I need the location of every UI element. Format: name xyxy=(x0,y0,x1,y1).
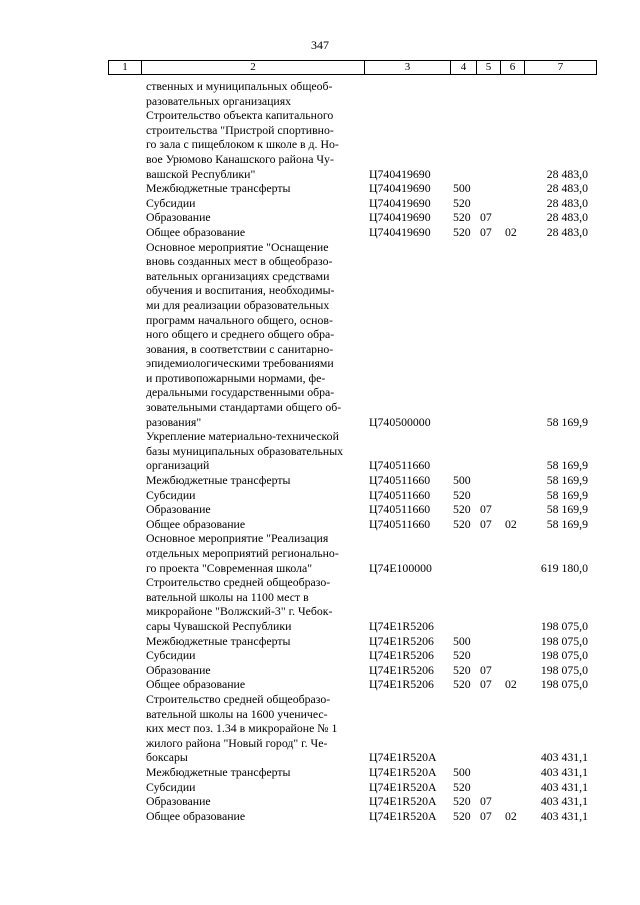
row-name-line: Межбюджетные трансферты xyxy=(146,473,291,488)
row-name-line: Образование xyxy=(146,662,211,677)
row-code: Ц740511660 xyxy=(369,458,431,473)
row-code: Ц74Е1R5206 xyxy=(369,662,434,677)
row-name xyxy=(146,196,361,211)
row-name-line: Строительство объекта капитального xyxy=(146,108,334,123)
row-name-line: Межбюджетные трансферты xyxy=(146,764,291,779)
row-name-line: Общее образование xyxy=(146,808,246,823)
table-row xyxy=(0,225,640,240)
row-code: Ц740511660 xyxy=(369,502,431,517)
row-vr: 500 xyxy=(453,764,471,779)
table-row xyxy=(0,108,640,181)
row-sum: 198 075,0 xyxy=(540,662,588,677)
row-sum: 58 169,9 xyxy=(546,502,588,517)
row-name xyxy=(146,780,361,795)
row-rz: 07 xyxy=(480,677,492,692)
row-sum: 58 169,9 xyxy=(546,473,588,488)
table-row xyxy=(0,531,640,575)
row-code: Ц740419690 xyxy=(369,210,431,225)
row-rz: 07 xyxy=(480,662,492,677)
row-name xyxy=(146,502,361,517)
header-col-2: 2 xyxy=(142,61,365,74)
row-name xyxy=(146,429,361,473)
table-row xyxy=(0,181,640,196)
row-name-line: Межбюджетные трансферты xyxy=(146,633,291,648)
row-sum: 28 483,0 xyxy=(546,210,588,225)
row-sum: 403 431,1 xyxy=(540,779,588,794)
row-name-line: организаций xyxy=(146,458,210,473)
table-row xyxy=(0,677,640,692)
table-body xyxy=(0,79,640,823)
row-name-line: го проекта "Современная школа" xyxy=(146,560,313,575)
row-rz: 07 xyxy=(480,516,492,531)
row-code: Ц74Е1R5206 xyxy=(369,677,434,692)
table-row xyxy=(0,210,640,225)
table-row xyxy=(0,648,640,663)
row-sum: 28 483,0 xyxy=(546,181,588,196)
row-name-line: микрорайоне "Волжский-3" г. Чебок- xyxy=(146,604,333,619)
row-name-line: деральными государственными обра- xyxy=(146,385,335,400)
row-sum: 403 431,1 xyxy=(540,808,588,823)
row-sum: 28 483,0 xyxy=(546,195,588,210)
row-name-line: жилого района "Новый город" г. Че- xyxy=(146,735,328,750)
header-col-4: 4 xyxy=(451,61,477,74)
row-name-line: обучения и воспитания, необходимы- xyxy=(146,283,335,298)
row-code: Ц740511660 xyxy=(369,487,431,502)
row-sum: 58 169,9 xyxy=(546,487,588,502)
row-name xyxy=(146,765,361,780)
row-name-line: Основное мероприятие "Реализация xyxy=(146,531,329,546)
row-vr: 520 xyxy=(453,224,471,239)
row-name-line: Межбюджетные трансферты xyxy=(146,181,291,196)
row-code: Ц74Е1R520А xyxy=(369,779,437,794)
table-row xyxy=(0,79,640,108)
row-vr: 520 xyxy=(453,779,471,794)
row-name xyxy=(146,794,361,809)
table-row xyxy=(0,488,640,503)
row-name xyxy=(146,240,361,430)
row-sum: 198 075,0 xyxy=(540,618,588,633)
row-name-line: вашской Республики" xyxy=(146,166,256,181)
row-name-line: Общее образование xyxy=(146,224,246,239)
row-rz: 07 xyxy=(480,224,492,239)
table-row xyxy=(0,663,640,678)
row-vr: 520 xyxy=(453,487,471,502)
row-name-line: вновь созданных мест в общеобразо- xyxy=(146,254,333,269)
row-name-line: Строительство средней общеобразо- xyxy=(146,575,331,590)
row-pr: 02 xyxy=(505,677,517,692)
row-vr: 520 xyxy=(453,210,471,225)
table-row xyxy=(0,517,640,532)
row-sum: 58 169,9 xyxy=(546,458,588,473)
row-name-line: вательной школы на 1100 мест в xyxy=(146,589,309,604)
row-name xyxy=(146,473,361,488)
row-name xyxy=(146,663,361,678)
header-col-5: 5 xyxy=(477,61,501,74)
row-sum: 403 431,1 xyxy=(540,764,588,779)
row-vr: 520 xyxy=(453,195,471,210)
table-row xyxy=(0,502,640,517)
table-row xyxy=(0,794,640,809)
table-row xyxy=(0,692,640,765)
row-name-line: Субсидии xyxy=(146,779,196,794)
row-name xyxy=(146,517,361,532)
row-code: Ц740419690 xyxy=(369,181,431,196)
row-name-line: Укрепление материально-технической xyxy=(146,429,339,444)
row-vr: 520 xyxy=(453,808,471,823)
table-row xyxy=(0,809,640,824)
header-col-7: 7 xyxy=(557,61,564,73)
row-vr: 500 xyxy=(453,181,471,196)
row-name-line: го зала с пищеблоком к школе в д. Но- xyxy=(146,137,339,152)
row-name-line: ких мест поз. 1.34 в микрорайоне № 1 xyxy=(146,721,338,736)
row-code: Ц74Е1R5206 xyxy=(369,618,434,633)
row-name xyxy=(146,181,361,196)
row-code: Ц740419690 xyxy=(369,195,431,210)
row-name-line: Общее образование xyxy=(146,677,246,692)
row-vr: 500 xyxy=(453,633,471,648)
row-sum: 28 483,0 xyxy=(546,166,588,181)
row-sum: 403 431,1 xyxy=(540,794,588,809)
row-code: Ц74Е1R5206 xyxy=(369,648,434,663)
row-code: Ц74Е100000 xyxy=(369,560,432,575)
row-name xyxy=(146,108,361,181)
row-pr: 02 xyxy=(505,808,517,823)
row-name-line: Строительство средней общеобразо- xyxy=(146,691,331,706)
row-code: Ц74Е1R5206 xyxy=(369,633,434,648)
row-code: Ц74Е1R520А xyxy=(369,750,437,765)
row-name-line: ственных и муниципальных общеоб- xyxy=(146,79,333,93)
row-name-line: базы муниципальных образовательных xyxy=(146,443,344,458)
row-vr: 520 xyxy=(453,662,471,677)
row-name-line: разования" xyxy=(146,414,202,429)
row-code: Ц740419690 xyxy=(369,166,431,181)
row-code: Ц740511660 xyxy=(369,516,431,531)
row-code: Ц740419690 xyxy=(369,224,431,239)
row-vr: 520 xyxy=(453,502,471,517)
row-name xyxy=(146,210,361,225)
row-name-line: зовательными стандартами общего об- xyxy=(146,400,342,415)
row-name-line: программ начального общего, основ- xyxy=(146,312,333,327)
table-header xyxy=(108,60,597,75)
table-row xyxy=(0,240,640,430)
row-name xyxy=(146,79,361,108)
row-pr: 02 xyxy=(505,224,517,239)
row-sum: 58 169,9 xyxy=(546,414,588,429)
row-code: Ц74Е1R520А xyxy=(369,794,437,809)
table-row xyxy=(0,575,640,633)
row-name-line: отдельных мероприятий регионально- xyxy=(146,546,339,560)
row-vr: 520 xyxy=(453,794,471,809)
row-sum: 28 483,0 xyxy=(546,224,588,239)
row-rz: 07 xyxy=(480,808,492,823)
row-name-line: Образование xyxy=(146,502,211,517)
table-row xyxy=(0,473,640,488)
row-name-line: ми для реализации образовательных xyxy=(146,297,330,312)
row-name-line: вое Урюмово Канашского района Чу- xyxy=(146,151,334,166)
row-name xyxy=(146,677,361,692)
table-row xyxy=(0,429,640,473)
table-row xyxy=(0,634,640,649)
row-rz: 07 xyxy=(480,502,492,517)
header-col-6: 6 xyxy=(501,61,525,74)
header-col-3: 3 xyxy=(365,61,451,74)
table-row xyxy=(0,196,640,211)
row-name-line: строительства "Пристрой спортивно- xyxy=(146,122,334,137)
page-number: 347 xyxy=(311,38,329,52)
row-name-line: и противопожарными нормами, фе- xyxy=(146,370,326,385)
row-name-line: эпидемиологическими требованиями xyxy=(146,356,334,371)
row-name xyxy=(146,809,361,824)
row-name xyxy=(146,225,361,240)
row-name-line: Образование xyxy=(146,794,211,809)
table-row xyxy=(0,765,640,780)
row-sum: 198 075,0 xyxy=(540,648,588,663)
row-name-line: Основное мероприятие "Оснащение xyxy=(146,239,329,254)
row-vr: 520 xyxy=(453,648,471,663)
table-row xyxy=(0,780,640,795)
header-col-1: 1 xyxy=(109,61,142,74)
row-name-line: Образование xyxy=(146,210,211,225)
row-name-line: вательной школы на 1600 ученичес- xyxy=(146,706,328,721)
row-vr: 520 xyxy=(453,516,471,531)
row-vr: 500 xyxy=(453,473,471,488)
row-name-line: вательных организациях средствами xyxy=(146,268,330,283)
row-code: Ц74Е1R520А xyxy=(369,764,437,779)
row-sum: 198 075,0 xyxy=(540,677,588,692)
row-name xyxy=(146,692,361,765)
row-sum: 198 075,0 xyxy=(540,633,588,648)
row-sum: 58 169,9 xyxy=(546,516,588,531)
row-name xyxy=(146,531,361,575)
row-vr: 520 xyxy=(453,677,471,692)
row-name-line: зования, в соответствии с санитарно- xyxy=(146,341,334,356)
row-rz: 07 xyxy=(480,794,492,809)
row-name-line: Субсидии xyxy=(146,487,196,502)
row-code: Ц74Е1R520А xyxy=(369,808,437,823)
row-name xyxy=(146,575,361,633)
row-code: Ц740511660 xyxy=(369,473,431,488)
row-sum: 619 180,0 xyxy=(540,560,588,575)
row-name-line: боксары xyxy=(146,750,188,765)
row-name-line: Субсидии xyxy=(146,195,196,210)
row-name-line: сары Чувашской Республики xyxy=(146,618,292,633)
row-name-line: Субсидии xyxy=(146,648,196,663)
row-name-line: разовательных организациях xyxy=(146,93,292,108)
row-code: Ц740500000 xyxy=(369,414,431,429)
row-name-line: ного общего и среднего общего обра- xyxy=(146,327,335,342)
row-pr: 02 xyxy=(505,516,517,531)
row-name xyxy=(146,648,361,663)
row-name-line: Общее образование xyxy=(146,516,246,531)
row-rz: 07 xyxy=(480,210,492,225)
row-name xyxy=(146,488,361,503)
row-sum: 403 431,1 xyxy=(540,750,588,765)
row-name xyxy=(146,634,361,649)
